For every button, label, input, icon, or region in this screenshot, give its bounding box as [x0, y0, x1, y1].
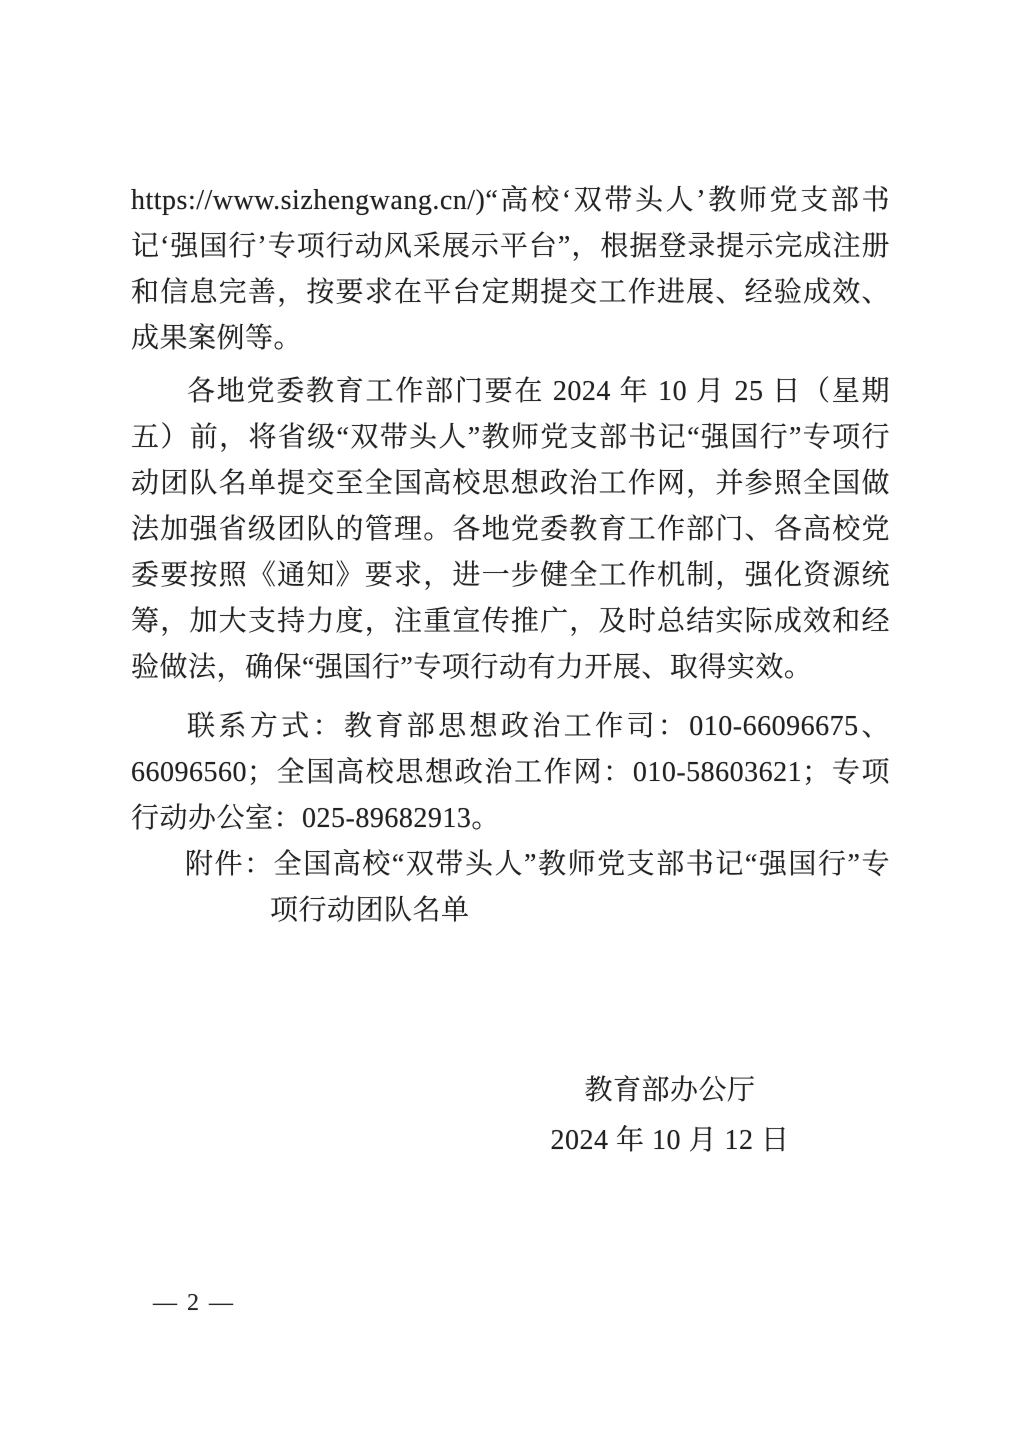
document-body	[131, 178, 890, 1166]
page-number: — 2 —	[153, 1290, 235, 1316]
body-paragraph-contact-info: 联系方式：教育部思想政治工作司：010-66096675、66096560；全国高校思想政治工作网：010-58603621；专项行动办公室：025-89682913。	[131, 711, 890, 834]
signature-block	[450, 1066, 890, 1166]
body-paragraph-url-platform: https://www.sizhengwang.cn/)“高校‘双带头人’教师党支部书记‘强国行’专项行动风采展示平台”，根据登录提示完成注册和信息完善，按要求在平台定期提交工作进展、经验成效、成果案例等。	[131, 185, 890, 354]
body-paragraph-deadline-requirements: 各地党委教育工作部门要在 2024 年 10 月 25 日（星期五）前，将省级“双带头人”教师党支部书记“强国行”专项行动团队名单提交至全国高校思想政治工作网，并参照全国做法加强省级团队的管理。各地党委教育工作部门、各高校党委要按照《通知》要求，进一步健全工作机制，强化资源统筹，加大支持力度，注重宣传推广，及时总结实际成效和经验做法，确保“强国行”专项行动有力开展、取得实效。	[131, 376, 890, 683]
attachment-note	[131, 842, 890, 934]
issuer-name: 教育部办公厅	[584, 1075, 756, 1106]
attachment-title: 全国高校“双带头人”教师党支部书记“强国行”专项行动团队名单	[270, 849, 890, 926]
attachment-label: 附件：	[185, 849, 274, 880]
issue-date: 2024 年 10 月 12 日	[550, 1125, 790, 1156]
